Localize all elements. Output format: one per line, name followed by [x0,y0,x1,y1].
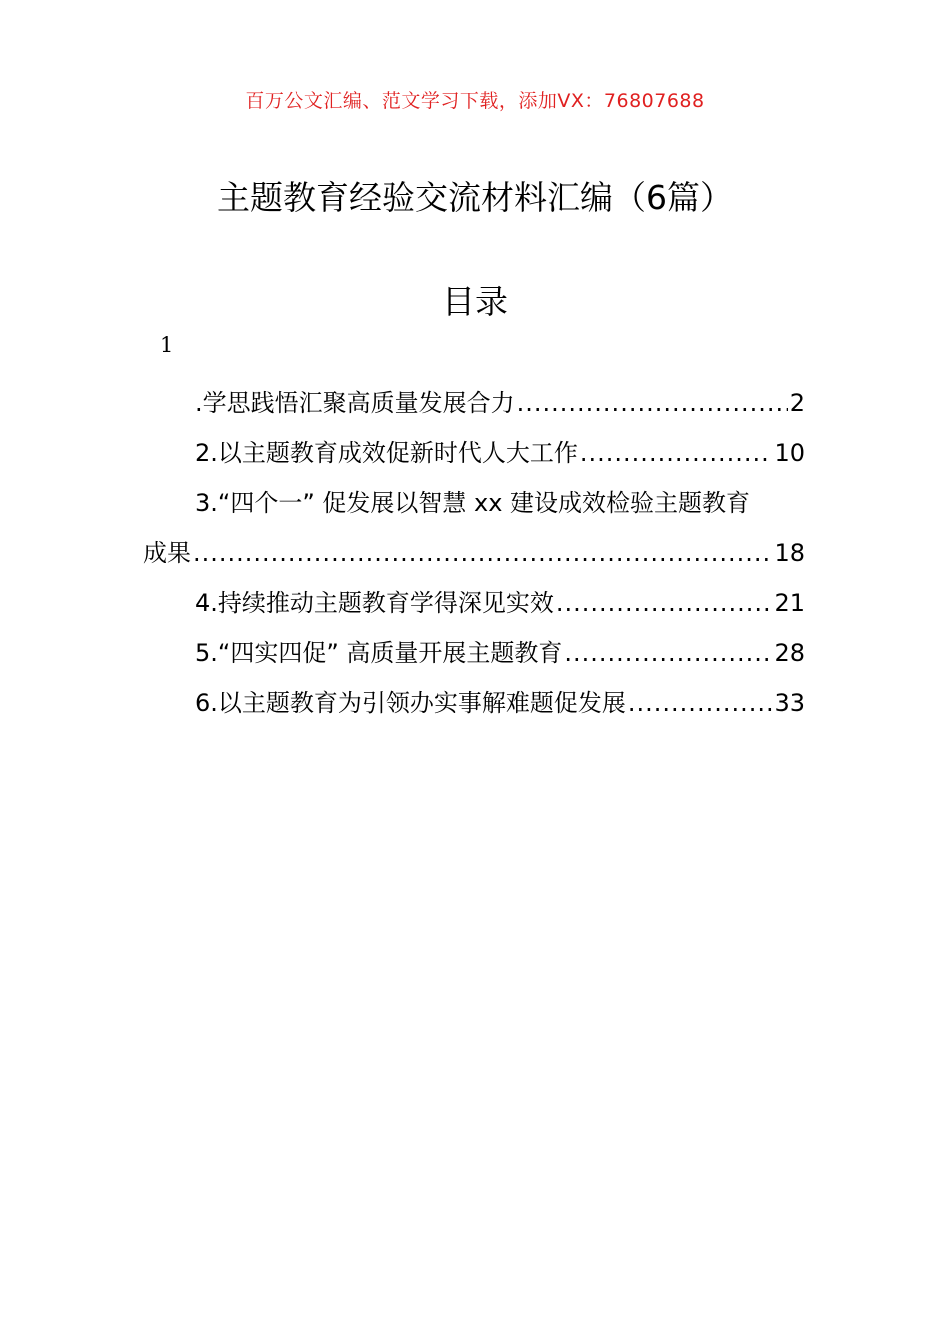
toc-entry-text: 6.以主题教育为引领办实事解难题促发展 [195,689,626,717]
toc-entry-text: 5.“四实四促” 高质量开展主题教育 [195,639,563,667]
toc-entry-text: 成果 [143,539,191,567]
toc-entry-page: 2 [789,389,805,417]
toc-leader-dots [628,678,773,728]
toc-leader-dots [556,578,773,628]
toc-entry-text: 3.“四个一” 促发展以智慧 xx 建设成效检验主题教育 [195,489,751,517]
header-note: 百万公文汇编、范文学习下载，添加VX：76807688 [245,90,705,112]
toc-entry-2[interactable] [143,428,805,478]
toc-entry-4[interactable] [143,578,805,628]
toc-leader-dots [580,428,773,478]
toc-entry-page: 21 [774,589,805,617]
stray-number: 1 [160,333,174,357]
table-of-contents [143,378,805,728]
toc-entry-page: 28 [774,639,805,667]
toc-entry-text: .学思践悟汇聚高质量发展合力 [195,389,515,417]
toc-entry-5[interactable] [143,628,805,678]
document-title: 主题教育经验交流材料汇编（6篇） [217,178,733,217]
toc-leader-dots [193,528,772,578]
toc-entry-page: 18 [774,539,805,567]
toc-leader-dots [564,628,772,678]
toc-entry-text: 4.持续推动主题教育学得深见实效 [195,589,554,617]
toc-entry-3-line-1[interactable] [143,478,805,528]
toc-entry-text: 2.以主题教育成效促新时代人大工作 [195,439,578,467]
toc-entry-6[interactable] [143,678,805,728]
toc-entry-3-line-2[interactable] [143,528,805,578]
toc-leader-dots [517,378,788,428]
toc-heading: 目录 [442,282,508,321]
toc-entry-page: 10 [774,439,805,467]
toc-entry-page: 33 [774,689,805,717]
toc-entry-1[interactable] [143,378,805,428]
